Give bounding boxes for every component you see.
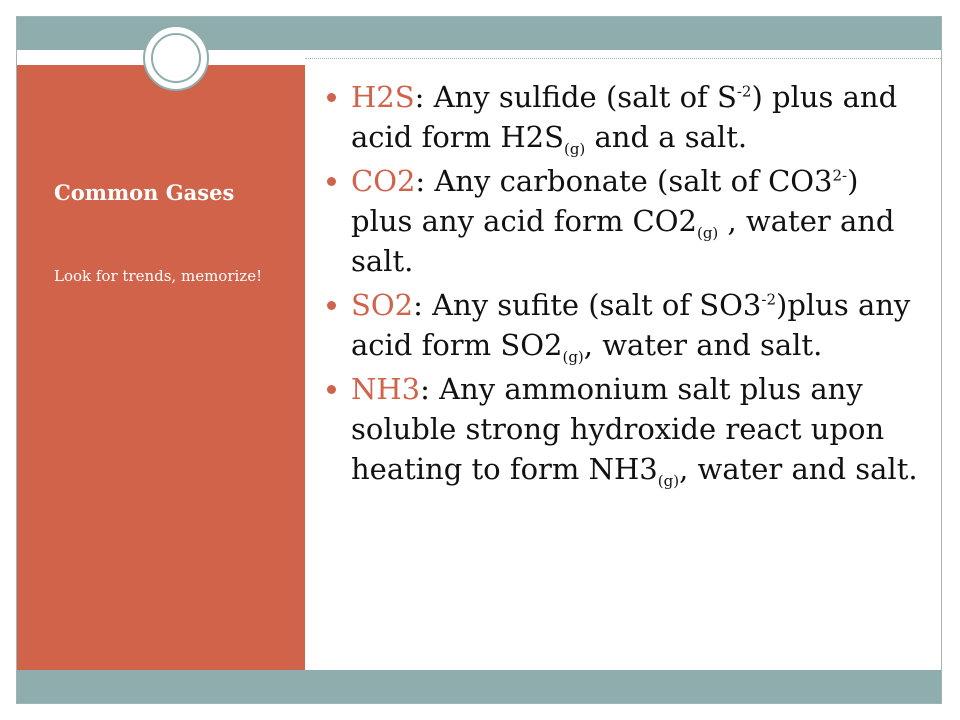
bullet-text: : Any carbonate (salt of CO3 [415,164,833,198]
bullet-dot-icon [327,93,336,102]
circle-badge-icon [143,25,209,91]
bullet-text: and a salt. [585,120,748,154]
state: (g) [696,223,719,242]
sidebar-panel [17,65,305,670]
charge: -2 [761,290,777,309]
gas-name: H2S [351,80,415,114]
bullet-text: ) plus any acid form CO2 [351,164,859,238]
state: (g) [657,471,680,490]
bottom-band [17,670,941,703]
bullet-text: , water and salt. [679,452,918,486]
bullet-text: : Any ammonium salt plus any soluble strong hydroxide react upon heating to form NH3 [351,372,885,486]
bullet-text: : Any sufite (salt of SO3 [413,288,762,322]
content-area [327,77,927,493]
slide [16,16,942,704]
bullet-list [327,77,927,489]
bullet-dot-icon [327,177,336,186]
divider-line [305,58,941,59]
sidebar-title: Common Gases [54,180,235,205]
bullet-co2 [327,161,927,281]
gas-name: CO2 [351,164,416,198]
state: (g) [563,139,586,158]
bullet-text: , water and salt. [583,328,823,362]
state: (g) [562,347,584,366]
charge: 2- [832,166,848,185]
bullet-nh3 [327,369,927,489]
bullet-dot-icon [327,301,336,310]
bullet-dot-icon [327,385,336,394]
bullet-text: ) plus and acid form H2S [351,80,898,154]
charge: -2 [736,82,752,101]
bullet-so2 [327,285,927,365]
gas-name: NH3 [351,372,421,406]
bullet-text: , water and salt. [351,204,895,278]
bullet-text: )plus any acid form SO2 [351,288,911,362]
sidebar-subtitle: Look for trends, memorize! [54,267,263,285]
bullet-h2s [327,77,927,157]
bullet-text: : Any sulfide (salt of S [414,80,737,114]
gas-name: SO2 [351,288,414,322]
